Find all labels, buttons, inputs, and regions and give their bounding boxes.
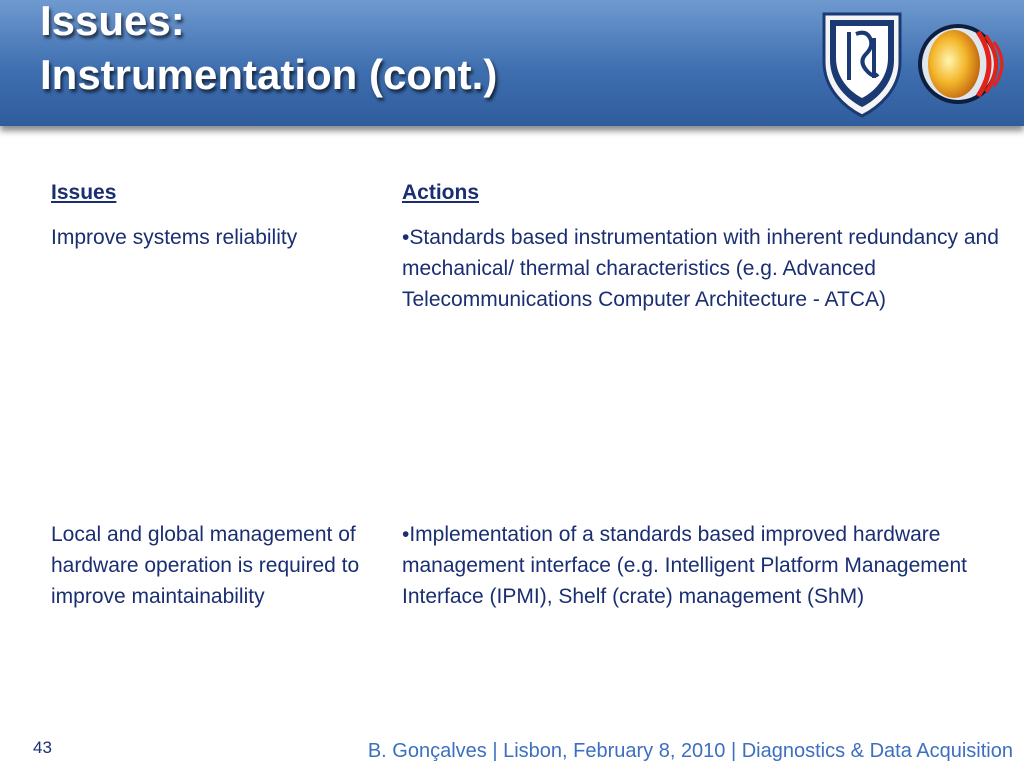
slide-title-line1: Issues: xyxy=(40,0,185,44)
slide-title xyxy=(40,0,497,102)
ipfn-logo xyxy=(916,14,1012,114)
table-row xyxy=(44,222,1004,519)
table-header-row xyxy=(44,178,1004,222)
title-banner xyxy=(0,0,1024,126)
table-row xyxy=(44,519,1004,612)
issues-actions-table xyxy=(44,178,1004,612)
slide-title-line2: Instrumentation (cont.) xyxy=(40,51,498,98)
column-header-actions: Actions xyxy=(402,181,480,204)
column-header-issues: Issues xyxy=(51,181,117,204)
action-cell: •Standards based instrumentation with inherent redundancy and mechanical/ thermal characteristics (e.g. Advanced Telecommunications Computer Architecture - ATCA) xyxy=(402,226,999,311)
issue-cell: Local and global management of hardware operation is required to improve maintainability xyxy=(51,523,360,608)
footer-text: B. Gonçalves | Lisbon, February 8, 2010 | Diagnostics & Data Acquisition xyxy=(367,740,1013,762)
issue-cell: Improve systems reliability xyxy=(51,226,298,249)
ist-shield-logo xyxy=(820,10,904,118)
action-cell: •Implementation of a standards based improved hardware management interface (e.g. Intelligent Platform Management Interface (IPMI), Shelf (crate) management (ShM) xyxy=(402,523,967,608)
slide-number: 43 xyxy=(33,738,52,757)
